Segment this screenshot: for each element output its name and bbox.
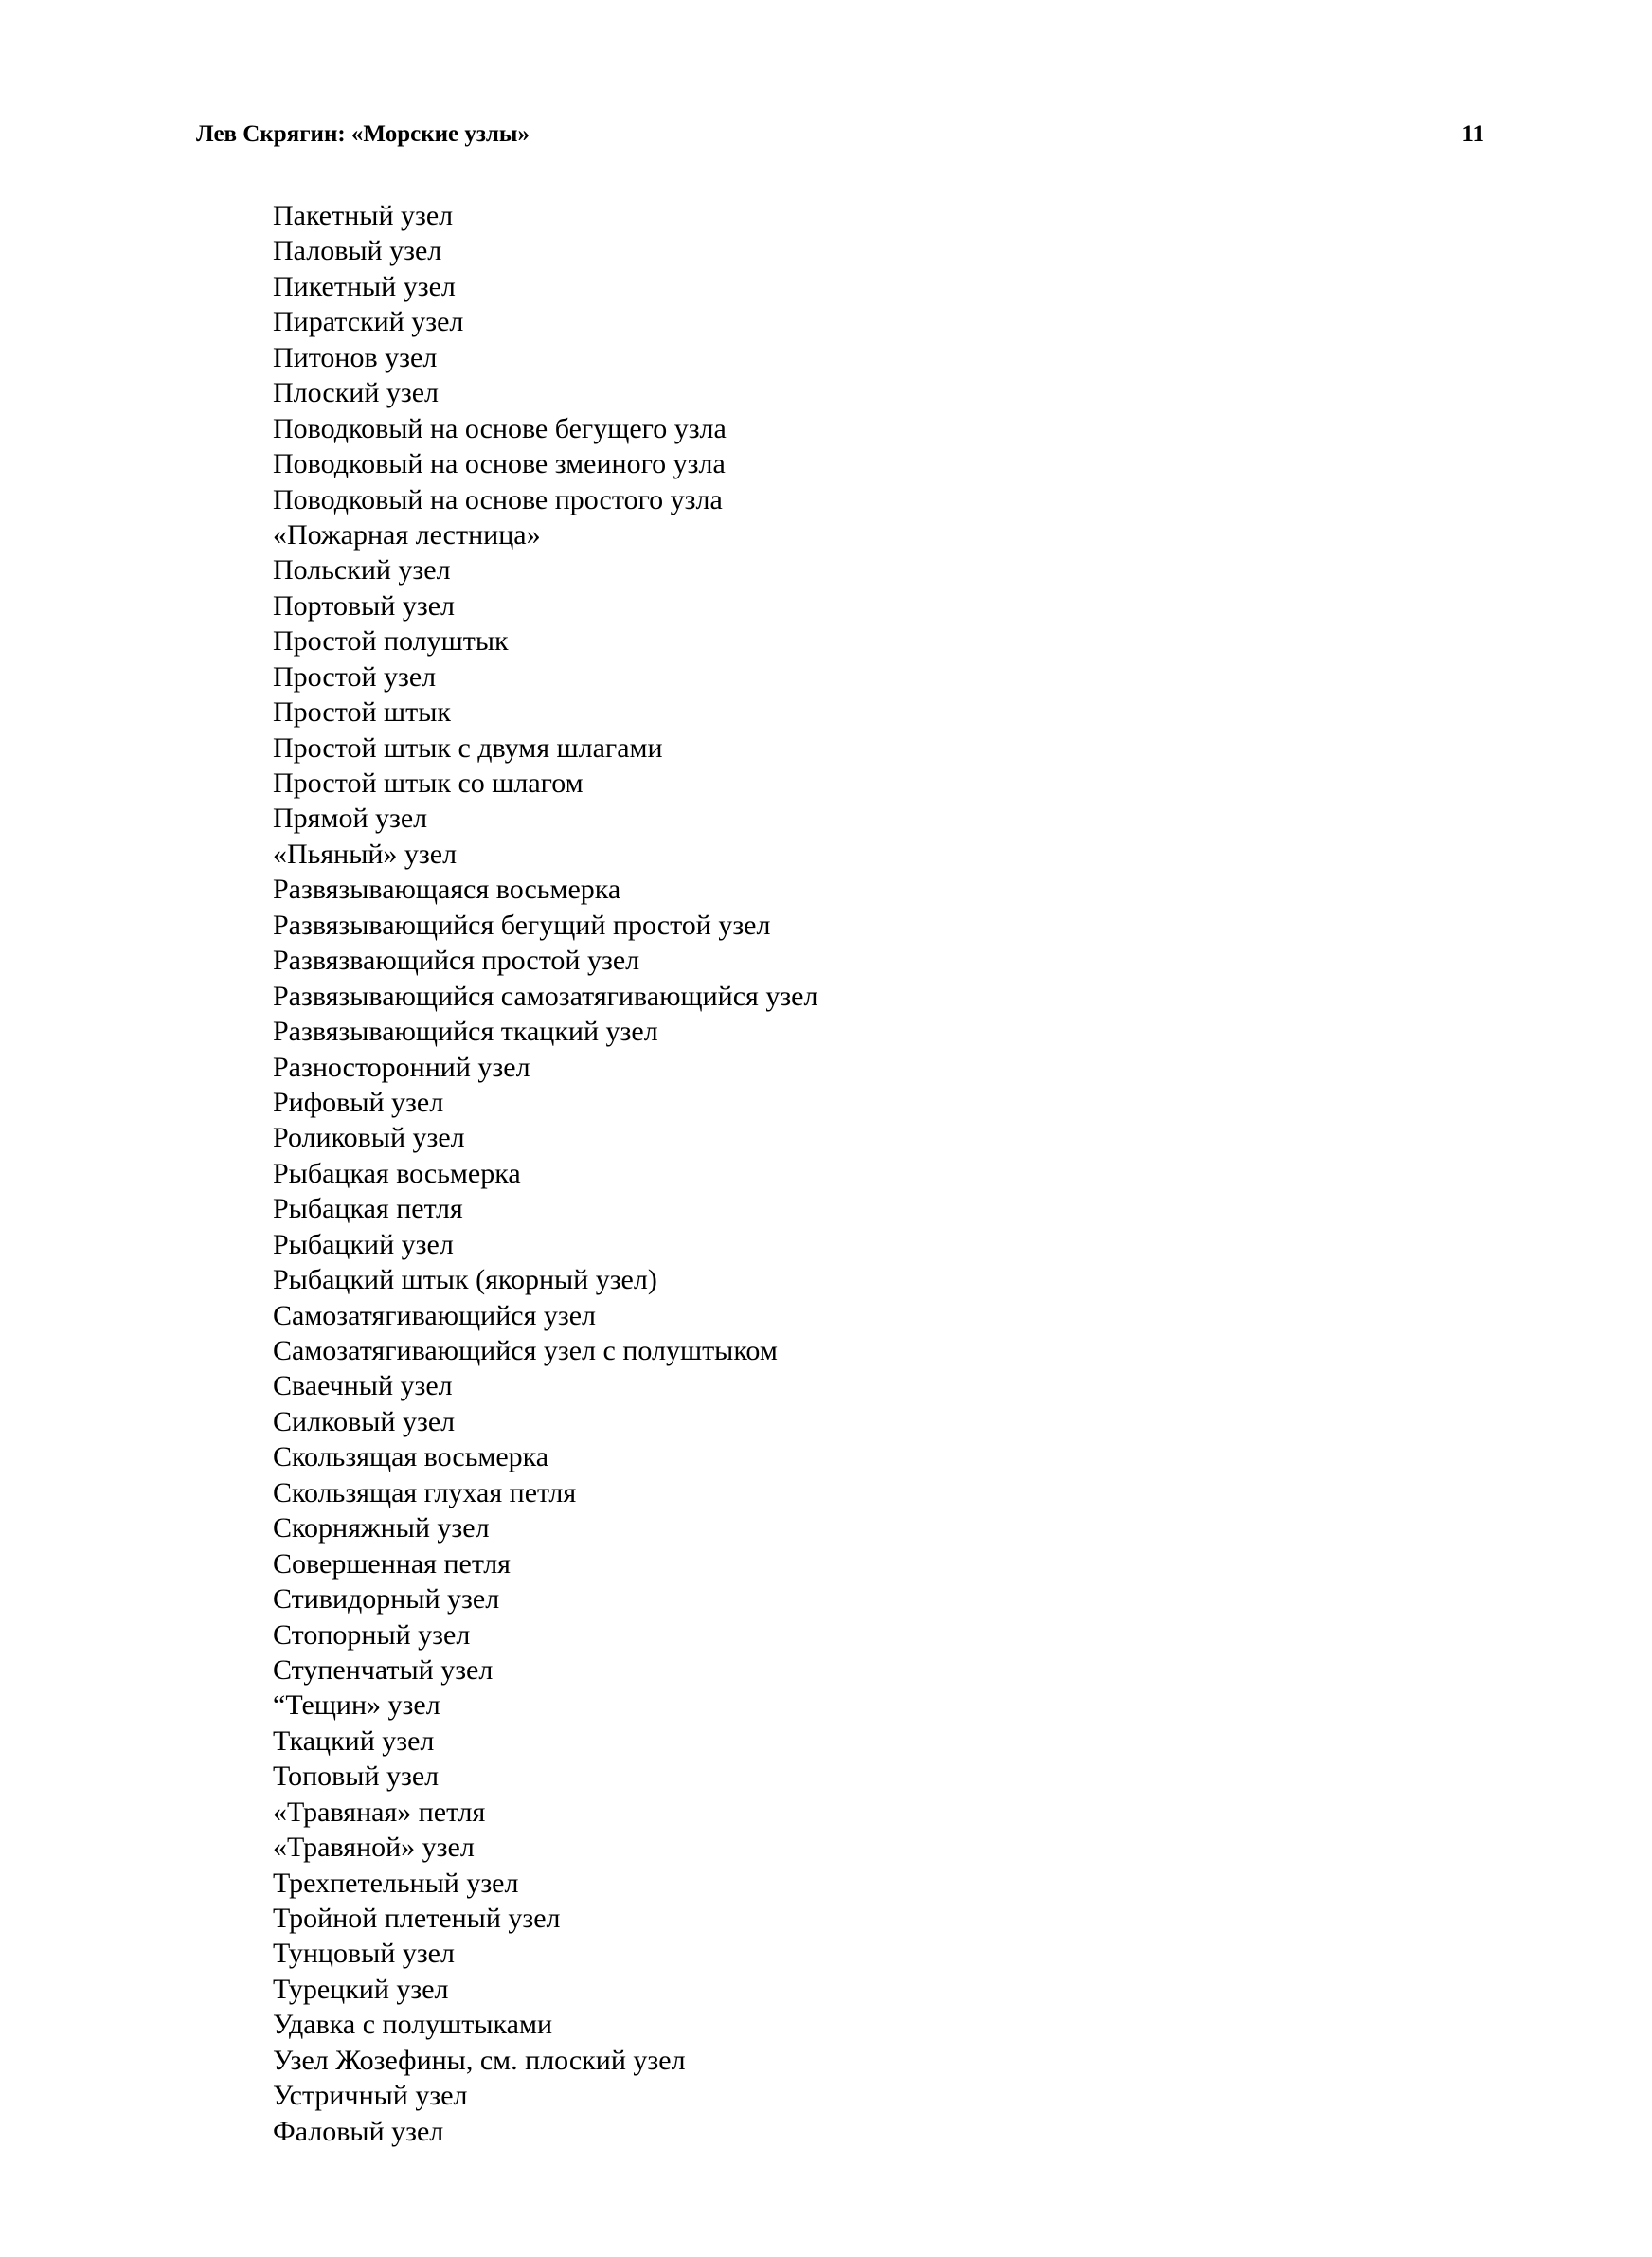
list-item: Самозатягивающийся узел	[273, 1299, 597, 1331]
list-item: Рыбацкий штык (якорный узел)	[273, 1264, 657, 1296]
list-item: Скользящая восьмерка	[273, 1441, 549, 1473]
list-item: Портовый узел	[273, 589, 455, 622]
list-item: Развязывающийся бегущий простой узел	[273, 909, 771, 941]
list-item: Паловый узел	[273, 235, 442, 267]
list-item: Простой штык с двумя шлагами	[273, 731, 663, 764]
list-item: Устричный узел	[273, 2080, 468, 2112]
knot-list	[273, 198, 817, 2149]
list-item: Скорняжный узел	[273, 1512, 490, 1544]
list-item: Рифовый узел	[273, 1086, 444, 1118]
list-item: Разносторонний узел	[273, 1051, 530, 1083]
list-item: Развязывающийся самозатягивающийся узел	[273, 980, 818, 1012]
list-item: Роликовый узел	[273, 1122, 465, 1154]
list-item: Ступенчатый узел	[273, 1653, 494, 1686]
list-item: Рыбацкий узел	[273, 1228, 454, 1260]
list-item: Питонов узел	[273, 341, 438, 373]
page-number: 11	[1462, 121, 1484, 147]
list-item: «Пьяный» узел	[273, 838, 458, 870]
list-item: Рыбацкая петля	[273, 1193, 463, 1225]
list-item: Простой штык со шлагом	[273, 767, 584, 799]
list-item: Пакетный узел	[273, 200, 454, 231]
list-item: Прямой узел	[273, 803, 428, 835]
list-item: Развязвающийся простой узел	[273, 945, 640, 977]
list-item: Развязывающаяся восьмерка	[273, 874, 621, 906]
list-item: Сваечный узел	[273, 1370, 453, 1402]
running-title: Лев Скрягин: «Морские узлы»	[196, 121, 530, 147]
list-item: Простой штык	[273, 696, 451, 729]
list-item: Тунцовый узел	[273, 1938, 455, 1970]
list-item: Совершенная петля	[273, 1547, 511, 1580]
list-item: Турецкий узел	[273, 1973, 449, 2005]
list-item: Топовый узел	[273, 1760, 440, 1793]
list-item: Удавка с полуштыками	[273, 2009, 553, 2041]
list-item: Трехпетельный узел	[273, 1867, 519, 1899]
list-item: Фаловый узел	[273, 2115, 444, 2147]
list-item: Пиратский узел	[273, 306, 464, 338]
list-item: Узел Жозефины, см. плоский узел	[273, 2044, 686, 2076]
list-item: “Тещин» узел	[273, 1689, 440, 1722]
list-item: Простой узел	[273, 660, 437, 693]
list-item: Ткацкий узел	[273, 1724, 435, 1757]
page-header	[196, 117, 1484, 152]
list-item: Самозатягивающийся узел с полуштыком	[273, 1335, 778, 1366]
list-item: Польский узел	[273, 554, 451, 587]
list-item: «Пожарная лестница»	[273, 518, 541, 551]
list-item: Стопорный узел	[273, 1618, 471, 1651]
list-item: Поводковый на основе бегущего узла	[273, 412, 727, 444]
list-item: Силковый узел	[273, 1405, 456, 1437]
list-item: Простой полуштык	[273, 625, 509, 658]
list-item: Стивидорный узел	[273, 1583, 500, 1616]
list-item: «Травяной» узел	[273, 1832, 475, 1864]
list-item: Поводковый на основе змеиного узла	[273, 448, 726, 480]
list-item: Скользящая глухая петля	[273, 1476, 577, 1508]
list-item: Развязывающийся ткацкий узел	[273, 1016, 658, 1048]
list-item: Пикетный узел	[273, 270, 456, 302]
list-item: Тройной плетеный узел	[273, 1903, 561, 1934]
list-item: Поводковый на основе простого узла	[273, 483, 723, 515]
list-item: «Травяная» петля	[273, 1796, 486, 1828]
list-item: Плоский узел	[273, 377, 440, 409]
list-item: Рыбацкая восьмерка	[273, 1157, 521, 1189]
